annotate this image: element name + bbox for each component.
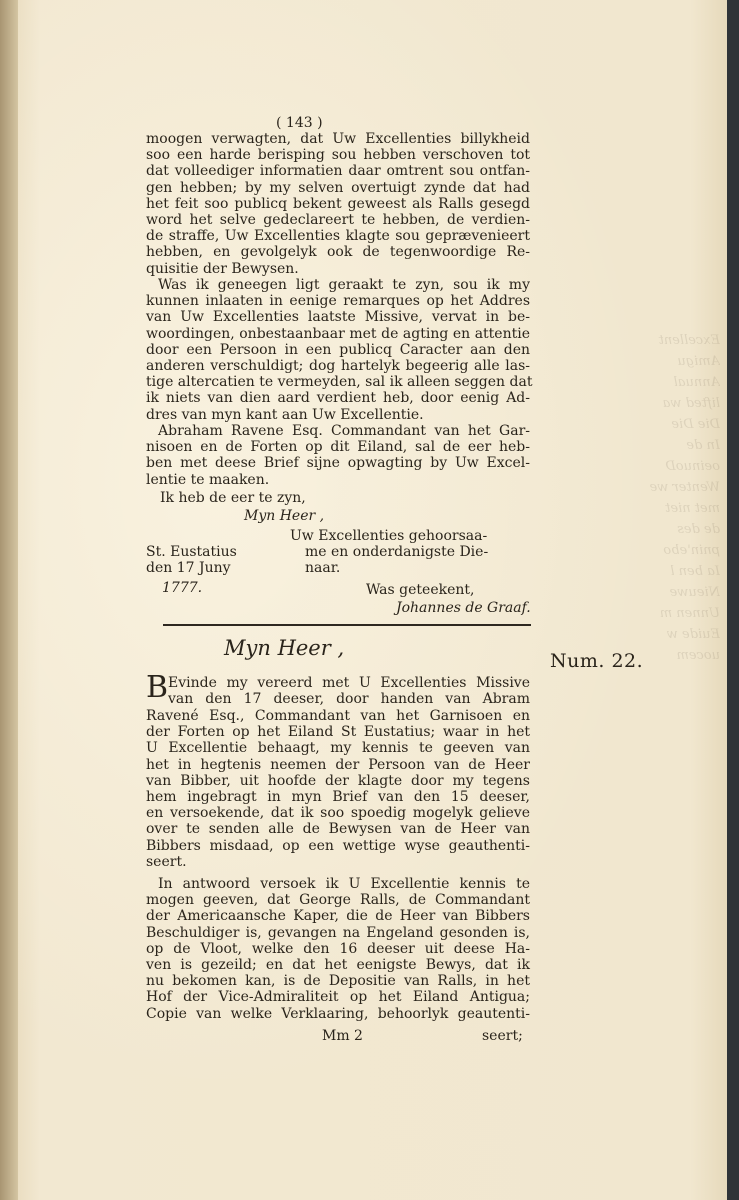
text-line: en versoekende, dat ik soo spoedig mogelyk gelieve [146, 805, 530, 822]
text-line: In antwoord versoek ik U Excellentie kennis te [158, 876, 530, 892]
text-line: van Bibber, uit hoofde der klagte door my tegens [146, 772, 530, 789]
text-line: kunnen inlaaten in eenige remarques op het Addres [146, 293, 530, 310]
text-line: Bibbers misdaad, op een wettige wyse geauthenti- [146, 837, 530, 854]
paragraph-1 [146, 131, 530, 277]
text-line: nu bekomen kan, is de Depositie van Ralls, in het [146, 973, 530, 990]
text-line: hebben, en gevolgelyk ook de tegenwoordige Re- [146, 244, 530, 261]
signed-note: Was geteekent, [366, 582, 475, 598]
text-line: lentie te maaken. [146, 471, 270, 488]
catchword: seert; [482, 1028, 523, 1044]
year: 1777. [162, 580, 203, 596]
date: den 17 Juny [146, 560, 231, 576]
text-line: Abraham Ravene Esq. Commandant van het Gar- [158, 423, 530, 439]
text-line: dat volleediger informatien daar omtrent sou ontfan- [146, 163, 530, 180]
text-line: der Americaansche Kaper, die de Heer van Bibbers [146, 908, 530, 925]
text-line: van den 17 deeser, door handen van Abram [168, 691, 530, 708]
text-line: Was ik geneegen ligt geraakt te zyn, sou ik my [158, 277, 530, 293]
servant-line-1: Uw Excellenties gehoorsaa- [290, 528, 488, 544]
text-line: het in hegtenis neemen der Persoon van de Heer [146, 756, 530, 773]
text-line: der Forten op het Eiland St Eustatius; waar in het [146, 724, 530, 741]
servant-line-3: naar. [305, 560, 341, 576]
letter-heading: Myn Heer , [224, 636, 345, 660]
text-line: seert. [146, 853, 187, 870]
text-line: soo een harde berisping sou hebben verschoven tot [146, 147, 530, 164]
show-through-text: Excellent Amigu Annual lifted wa Die Die In de oeinuoD Wenter we met niet de des pnin'ebo Ia ben l Nieuwe Unnen m Euide w uocem [649, 333, 720, 663]
letter2-paragraph-1 [146, 708, 530, 870]
text-line: woordingen, onbestaanbaar met de agting en attentie [146, 325, 530, 342]
text-line: het feit soo publicq bekent geweest als Ralls gesegd [146, 195, 530, 212]
text-line: ven is gezeild; en dat het eenigste Bewys, dat ik [146, 957, 530, 974]
section-divider [163, 624, 531, 626]
text-line: Evinde my vereerd met U Excellenties Missive [168, 675, 530, 691]
closing-salutation: Myn Heer , [244, 508, 325, 524]
text-line: Copie van welke Verklaaring, behoorlyk geautenti- [146, 1005, 530, 1022]
text-line: de straffe, Uw Excellenties klagte sou geprævenieert [146, 228, 530, 245]
text-line: nisoen en de Forten op dit Eiland, sal de eer heb- [146, 439, 530, 456]
text-line: tige altercatien te vermeyden, sal ik alleen seggen dat [146, 374, 533, 391]
signature-mark: Mm 2 [322, 1028, 363, 1044]
page-gutter [0, 0, 18, 1200]
text-line: Beschuldiger is, gevangen na Engeland gesonden is, [146, 924, 530, 941]
text-line: ben met deese Brief sijne opwagting by Uw Excel- [146, 455, 530, 472]
servant-line-2: me en onderdanigste Die- [305, 544, 489, 560]
text-line: van Uw Excellenties laatste Missive, vervat in be- [146, 309, 530, 326]
text-line: anderen verschuldigt; dog hartelyk begeerig alle las- [146, 358, 530, 375]
text-line: door een Persoon in een publicq Caracter aan den [146, 341, 530, 358]
text-line: U Excellentie behaagt, my kennis te geeven van [146, 740, 530, 757]
letter-number: Num. 22. [550, 650, 644, 672]
letter2-opening [168, 675, 530, 707]
paragraph-2 [146, 277, 533, 423]
text-line: word het selve gedeclareert te hebben, de verdien- [146, 212, 530, 229]
closing-honour: Ik heb de eer te zyn, [160, 490, 306, 506]
signatory: Johannes de Graaf. [396, 600, 531, 616]
text-line: moogen verwagten, dat Uw Excellenties billykheid [146, 131, 530, 147]
text-line: gen hebben; by my selven overtuigt zynde dat had [146, 179, 530, 196]
letter2-paragraph-2 [146, 876, 530, 1022]
text-line: hem ingebragt in myn Brief van den 15 deeser, [146, 789, 530, 806]
text-line: quisitie der Bewysen. [146, 260, 299, 277]
drop-cap: B [146, 670, 169, 705]
text-line: mogen geeven, dat George Ralls, de Commandant [146, 892, 530, 909]
text-line: Ravené Esq., Commandant van het Garnisoen en [146, 708, 530, 724]
place: St. Eustatius [146, 544, 237, 560]
paragraph-3 [146, 423, 530, 488]
page-number: ( 143 ) [276, 115, 323, 131]
text-line: dres van myn kant aan Uw Excellentie. [146, 406, 424, 423]
text-line: ik niets van dien aard verdient heb, door eenig Ad- [146, 390, 530, 407]
text-line: Hof der Vice-Admiraliteit op het Eiland Antigua; [146, 989, 530, 1006]
text-line: op de Vloot, welke den 16 deeser uit deese Ha- [146, 940, 530, 957]
text-line: over te senden alle de Bewysen van de Heer van [146, 821, 530, 838]
